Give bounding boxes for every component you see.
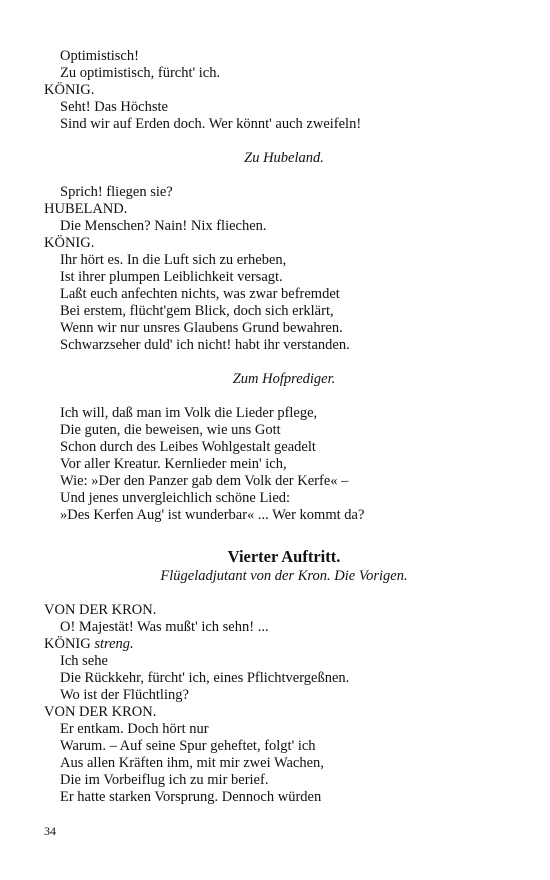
verse-line: Er hatte starken Vorsprung. Dennoch würden — [60, 789, 322, 805]
verse-line: Bei erstem, flücht'gem Blick, doch sich erklärt, — [60, 303, 334, 319]
spacer — [44, 524, 524, 546]
speaker-name: KÖNIG. — [44, 82, 95, 98]
verse-line: Warum. – Auf seine Spur geheftet, folgt' ich — [60, 738, 316, 754]
spacer — [44, 585, 524, 602]
scene-heading: Vierter Auftritt. — [227, 547, 341, 566]
dialogue-block-2 — [44, 184, 524, 354]
verse-line: Wenn wir nur unsres Glaubens Grund bewahren. — [60, 320, 343, 336]
verse-line: Ich sehe — [60, 653, 108, 669]
verse-line: Wie: »Der den Panzer gab dem Volk der Kerfe« – — [60, 473, 349, 489]
verse-line: Ich will, daß man im Volk die Lieder pflege, — [60, 405, 318, 421]
verse-line: Wo ist der Flüchtling? — [60, 687, 189, 703]
verse-line: O! Majestät! Was mußt' ich sehn! ... — [60, 619, 269, 635]
dialogue-block-4 — [44, 602, 524, 636]
verse-line: Und jenes unvergleichlich schöne Lied: — [60, 490, 291, 506]
spacer — [44, 354, 524, 371]
verse-line: »Des Kerfen Aug' ist wunderbar« ... Wer kommt da? — [60, 507, 365, 523]
verse-line: Er entkam. Doch hört nur — [60, 721, 209, 737]
verse-line: Zu optimistisch, fürcht' ich. — [60, 65, 221, 81]
verse-line: Die guten, die beweisen, wie uns Gott — [60, 422, 281, 438]
verse-line: Die im Vorbeiflug ich zu mir berief. — [60, 772, 269, 788]
speaker-name: VON DER KRON. — [44, 704, 157, 720]
dialogue-block-5 — [44, 653, 524, 806]
verse-line: Schon durch des Leibes Wohlgestalt geadelt — [60, 439, 316, 455]
verse-line: Seht! Das Höchste — [60, 99, 168, 115]
scene-cast: Flügeladjutant von der Kron. Die Vorigen. — [160, 568, 408, 584]
verse-line: Ihr hört es. In die Luft sich zu erheben, — [60, 252, 287, 268]
speaker-konig-streng — [44, 636, 524, 653]
verse-line: Sind wir auf Erden doch. Wer könnt' auch zweifeln! — [60, 116, 362, 132]
speaker-name: HUBELAND. — [44, 201, 128, 217]
speaker-name: KÖNIG. — [44, 235, 95, 251]
page-number: 34 — [44, 824, 56, 838]
play-text — [44, 48, 524, 806]
speaker-name: KÖNIG — [44, 636, 91, 652]
verse-line: Aus allen Kräften ihm, mit mir zwei Wachen, — [60, 755, 324, 771]
verse-line: Laßt euch anfechten nichts, was zwar befremdet — [60, 286, 340, 302]
speaker-direction: streng. — [94, 636, 134, 652]
speaker-name: VON DER KRON. — [44, 602, 157, 618]
spacer — [44, 167, 524, 184]
verse-line: Die Rückkehr, fürcht' ich, eines Pflichtvergeßnen. — [60, 670, 350, 686]
verse-line: Ist ihrer plumpen Leiblichkeit versagt. — [60, 269, 283, 285]
verse-line: Schwarzseher duld' ich nicht! habt ihr verstanden. — [60, 337, 350, 353]
stage-direction-zum-hofprediger: Zum Hofprediger. — [232, 371, 336, 387]
spacer — [44, 133, 524, 150]
dialogue-block-1 — [44, 48, 524, 133]
verse-line: Vor aller Kreatur. Kernlieder mein' ich, — [60, 456, 287, 472]
verse-line: Sprich! fliegen sie? — [60, 184, 173, 200]
spacer — [44, 388, 524, 405]
dialogue-block-3 — [44, 405, 524, 524]
stage-direction-zu-hubeland: Zu Hubeland. — [244, 150, 324, 166]
verse-line: Optimistisch! — [60, 48, 139, 64]
verse-line: Die Menschen? Nain! Nix fliechen. — [60, 218, 267, 234]
